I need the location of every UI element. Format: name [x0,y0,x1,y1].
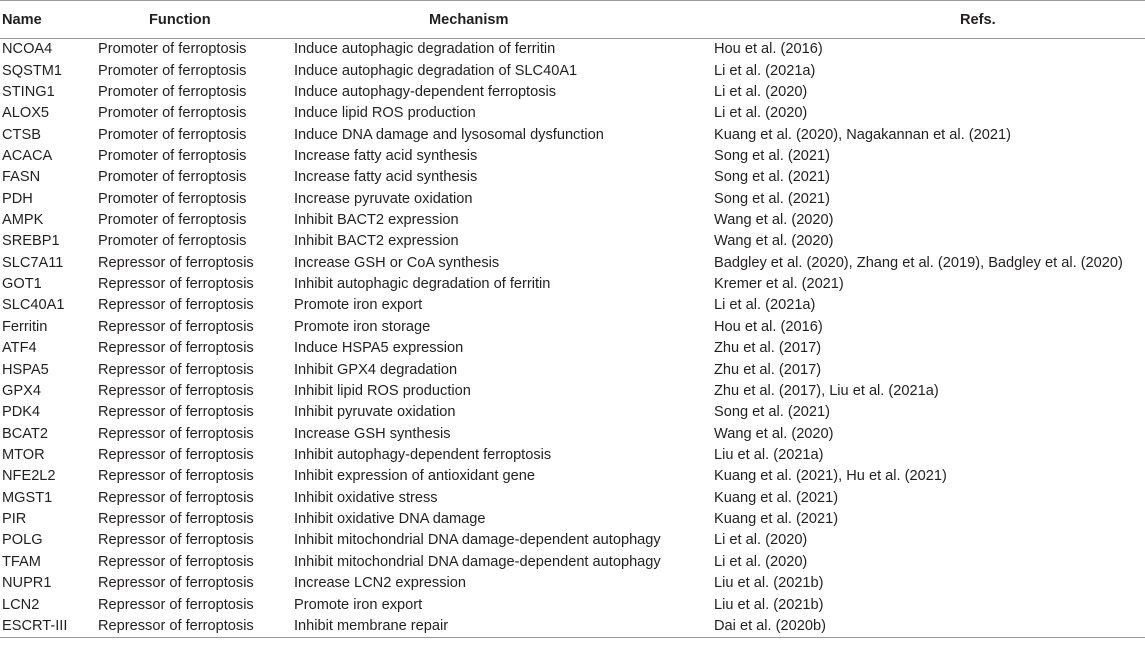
cell-refs: Zhu et al. (2017) [714,361,822,378]
cell-refs: Wang et al. (2020) [714,212,834,229]
table-row [0,552,1145,573]
cell-refs: Wang et al. (2020) [714,425,834,442]
table-row [0,167,1145,188]
cell-mechanism: Inhibit membrane repair [294,616,714,638]
header-row [0,1,1145,39]
cell-mechanism: Inhibit mitochondrial DNA damage-dependent autophagy [294,532,661,549]
cell-refs: Kuang et al. (2020), Nagakannan et al. (2021) [714,126,1011,143]
cell-name: TFAM [2,553,41,570]
cell-function: Repressor of ferroptosis [98,489,254,506]
cell-name: GOT1 [2,276,42,293]
table-row [0,488,1145,509]
cell-mechanism: Induce autophagic degradation of SLC40A1 [294,62,578,79]
header-mechanism: Mechanism [294,1,714,39]
cell-mechanism: Induce HSPA5 expression [294,340,464,357]
table-row [0,317,1145,338]
table-row [0,338,1145,359]
table-row [0,616,1145,638]
cell-function: Repressor of ferroptosis [98,404,254,421]
table-row [0,146,1145,167]
cell-refs: Liu et al. (2021b) [714,575,824,592]
cell-name: NCOA4 [2,41,53,58]
table-row [0,82,1145,103]
cell-function: Repressor of ferroptosis [98,596,254,613]
cell-name: Ferritin [2,318,48,335]
table-row [0,466,1145,487]
cell-mechanism: Inhibit GPX4 degradation [294,361,458,378]
cell-function: Promoter of ferroptosis [98,147,247,164]
cell-mechanism: Promote iron export [294,297,423,314]
cell-name: FASN [2,169,41,186]
cell-function: Repressor of ferroptosis [98,511,254,528]
table-row [0,359,1145,380]
cell-refs: Liu et al. (2021b) [714,596,824,613]
header-refs: Refs. [714,1,1145,39]
cell-function: Promoter of ferroptosis [98,212,247,229]
table-row [0,594,1145,615]
cell-mechanism: Inhibit oxidative DNA damage [294,511,486,528]
cell-name: ACACA [2,147,53,164]
cell-mechanism: Promote iron export [294,596,423,613]
cell-refs: Kremer et al. (2021) [714,276,844,293]
cell-refs: Song et al. (2021) [714,169,831,186]
table-row [0,295,1145,316]
cell-name: GPX4 [2,382,41,399]
cell-mechanism: Inhibit BACT2 expression [294,212,459,229]
cell-mechanism: Increase fatty acid synthesis [294,147,478,164]
cell-refs: Song et al. (2021) [714,147,831,164]
table-row [0,253,1145,274]
cell-name: AMPK [2,212,44,229]
cell-function: Repressor of ferroptosis [98,318,254,335]
cell-mechanism: Promote iron storage [294,318,431,335]
header-function: Function [98,1,294,39]
table-row [0,210,1145,231]
table-row [0,231,1145,252]
cell-name: CTSB [2,126,41,143]
cell-mechanism: Induce DNA damage and lysosomal dysfunction [294,126,604,143]
table-row [0,103,1145,124]
table-row [0,573,1145,594]
cell-function: Promoter of ferroptosis [98,83,247,100]
cell-mechanism: Induce autophagy-dependent ferroptosis [294,83,557,100]
table-row [0,423,1145,444]
cell-name: PDH [2,190,33,207]
cell-name: HSPA5 [2,361,49,378]
cell-mechanism: Inhibit lipid ROS production [294,382,471,399]
cell-refs: Song et al. (2021) [714,190,831,207]
cell-name: STING1 [2,83,55,100]
table-row [0,189,1145,210]
cell-mechanism: Induce autophagic degradation of ferritin [294,41,556,58]
cell-name: SQSTM1 [2,62,63,79]
cell-name: POLG [2,532,43,549]
header-name: Name [0,1,98,39]
cell-function: Repressor of ferroptosis [98,254,254,271]
cell-refs: Badgley et al. (2020), Zhang et al. (2019), Badgley et al. (2020) [714,254,1123,271]
cell-mechanism: Increase pyruvate oxidation [294,190,473,207]
cell-mechanism: Induce lipid ROS production [294,105,476,122]
cell-name: ATF4 [2,340,37,357]
cell-function: Repressor of ferroptosis [98,532,254,549]
cell-refs: Li et al. (2020) [714,553,808,570]
cell-refs: Li et al. (2020) [714,83,808,100]
cell-refs: Kuang et al. (2021) [714,511,839,528]
table-row [0,39,1145,61]
cell-refs: Hou et al. (2016) [714,41,823,58]
cell-refs: Kuang et al. (2021) [714,489,839,506]
cell-mechanism: Inhibit mitochondrial DNA damage-dependent autophagy [294,553,661,570]
cell-refs: Li et al. (2021a) [714,297,816,314]
cell-function: Promoter of ferroptosis [98,126,247,143]
cell-refs: Zhu et al. (2017) [714,340,822,357]
table-row [0,274,1145,295]
cell-name: MGST1 [2,489,53,506]
cell-refs: Li et al. (2020) [714,532,808,549]
table-row [0,381,1145,402]
cell-function: Promoter of ferroptosis [98,62,247,79]
table-row [0,509,1145,530]
cell-mechanism: Increase fatty acid synthesis [294,169,478,186]
cell-name: NUPR1 [2,575,52,592]
cell-refs: Song et al. (2021) [714,404,831,421]
cell-name: BCAT2 [2,425,48,442]
table-row [0,530,1145,551]
cell-function: Repressor of ferroptosis [98,340,254,357]
cell-mechanism: Inhibit expression of antioxidant gene [294,468,535,485]
cell-function: Repressor of ferroptosis [98,447,254,463]
table-row [0,60,1145,81]
cell-refs: Wang et al. (2020) [714,233,834,250]
cell-name: PIR [2,511,27,528]
cell-function: Repressor of ferroptosis [98,425,254,442]
cell-function: Repressor of ferroptosis [98,276,254,293]
cell-function: Promoter of ferroptosis [98,169,247,186]
cell-function: Repressor of ferroptosis [98,297,254,314]
cell-name: SREBP1 [2,233,60,250]
cell-mechanism: Increase GSH or CoA synthesis [294,254,500,271]
cell-function: Repressor of ferroptosis [98,616,294,638]
cell-name: ALOX5 [2,105,50,122]
cell-mechanism: Increase GSH synthesis [294,425,451,442]
cell-function: Repressor of ferroptosis [98,361,254,378]
cell-mechanism: Inhibit autophagy-dependent ferroptosis [294,447,552,463]
cell-refs: Liu et al. (2021a) [714,447,824,463]
cell-refs: Zhu et al. (2017), Liu et al. (2021a) [714,382,939,399]
cell-function: Promoter of ferroptosis [98,190,247,207]
cell-function: Repressor of ferroptosis [98,468,254,485]
table-header [0,1,1145,39]
cell-name: PDK4 [2,404,41,421]
cell-mechanism: Inhibit oxidative stress [294,489,438,506]
table-row [0,402,1145,423]
cell-name: ESCRT-III [0,616,98,638]
cell-refs: Hou et al. (2016) [714,318,823,335]
cell-name: SLC7A11 [2,254,64,271]
cell-refs: Li et al. (2020) [714,105,808,122]
cell-mechanism: Inhibit pyruvate oxidation [294,404,456,421]
cell-mechanism: Increase LCN2 expression [294,575,466,592]
table-row [0,124,1145,145]
cell-function: Promoter of ferroptosis [98,105,247,122]
cell-function: Repressor of ferroptosis [98,553,254,570]
cell-function: Promoter of ferroptosis [98,233,247,250]
cell-function: Promoter of ferroptosis [98,41,247,58]
cell-refs: Dai et al. (2020b) [714,616,1145,638]
cell-function: Repressor of ferroptosis [98,575,254,592]
table-body [0,39,1145,638]
table-row [0,445,1145,466]
cell-refs: Kuang et al. (2021), Hu et al. (2021) [714,468,947,485]
cell-function: Repressor of ferroptosis [98,382,254,399]
cell-name: LCN2 [2,596,40,613]
cell-refs: Li et al. (2021a) [714,62,816,79]
cell-mechanism: Inhibit autophagic degradation of ferritin [294,276,551,293]
cell-name: NFE2L2 [2,468,56,485]
cell-name: SLC40A1 [2,297,65,314]
cell-mechanism: Inhibit BACT2 expression [294,233,459,250]
cell-name: MTOR [2,447,45,463]
